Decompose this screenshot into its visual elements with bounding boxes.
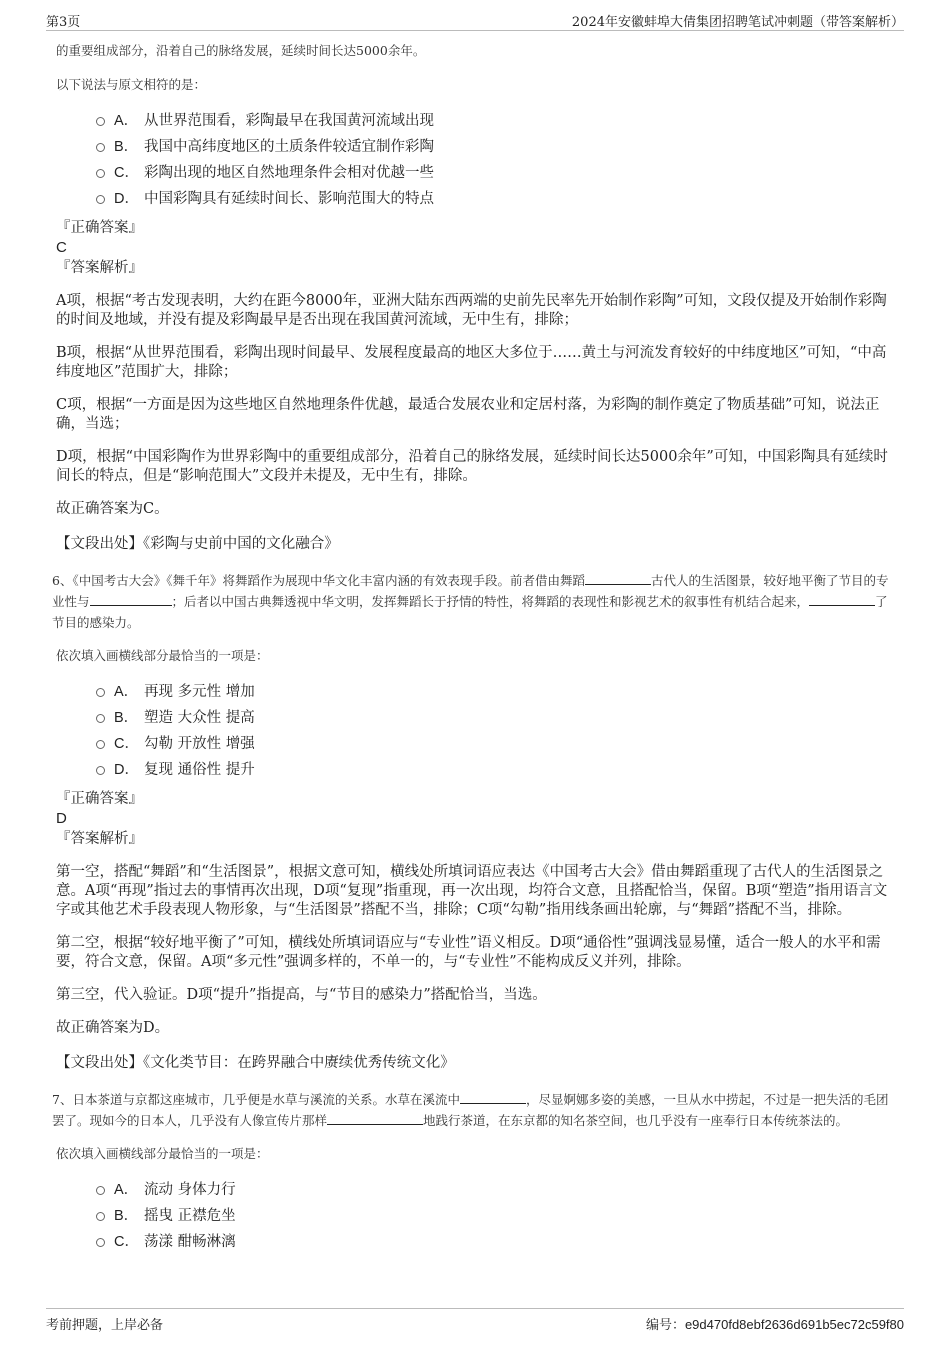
radio-icon[interactable] (96, 1186, 105, 1195)
q7-stem: 7、日本茶道与京都这座城市，几乎便是水草与溪流的关系。水草在溪流中 ，尽显婀娜多姿的美感，一旦从水中捞起，不过是一把失活的毛团罢了。现如今的日本人，几乎没有人像宣传片那样 地践行茶道，在东京都的知名茶空间，也几乎没有一座奉行日本传统茶法的。 (52, 1092, 889, 1128)
q7-prompt: 依次填入画横线部分最恰当的一项是： (56, 1146, 269, 1161)
q5-analysis-d: D项，根据“中国彩陶作为世界彩陶中的重要组成部分，沿着自己的脉络发展，延续时间长达5000余年”可知，中国彩陶具有延续时间长的特点，但是“影响范围大”文段并未提及，无中生有，排除。 (56, 449, 888, 484)
blank-line[interactable] (327, 1111, 423, 1125)
radio-icon[interactable] (96, 1238, 105, 1247)
q6-analysis-blank2: 第二空，根据“较好地平衡了”可知，横线处所填词语应与“专业性”语义相反。D项“通俗性”强调浅显易懂，适合一般人的水平和需要，符合文意，保留。A项“多元性”强调多样的，不单一的，与“专业性”不能构成反义并列，排除。 (56, 935, 881, 970)
q6-source: 【文段出处】《文化类节目：在跨界融合中赓续优秀传统文化》 (56, 1055, 455, 1071)
radio-icon[interactable] (96, 688, 105, 697)
q5-analysis-label: 『答案解析』 (56, 260, 143, 276)
document-code: 编号：e9d470fd8ebf2636d691b5ec72c59f80 (645, 1317, 904, 1333)
q5-analysis-c: C项，根据“一方面是因为这些地区自然地理条件优越，最适合发展农业和定居村落，为彩陶的制作奠定了物质基础”可知，说法正确，当选； (56, 397, 880, 432)
q5-conclusion: 故正确答案为C。 (56, 501, 169, 517)
q7-option-a[interactable]: A． 流动 身体力行 (96, 1177, 894, 1203)
page-content (52, 40, 894, 1261)
radio-icon[interactable] (96, 195, 105, 204)
document-title: 2024年安徽蚌埠大倩集团招聘笔试冲刺题（带答案解析） (571, 15, 904, 30)
q5-option-d[interactable]: D． 中国彩陶具有延续时间长、影响范围大的特点 (96, 186, 894, 212)
q5-prompt: 以下说法与原文相符的是： (56, 77, 207, 92)
q6-analysis-label: 『答案解析』 (56, 831, 143, 847)
blank-line[interactable] (585, 571, 651, 585)
radio-icon[interactable] (96, 766, 105, 775)
q6-options (96, 679, 894, 783)
q6-option-c[interactable]: C． 勾勒 开放性 增强 (96, 731, 894, 757)
radio-icon[interactable] (96, 1212, 105, 1221)
q5-analysis-a: A项，根据“考古发现表明，大约在距今8000年，亚洲大陆东西两端的史前先民率先开始制作彩陶”可知，文段仅提及开始制作彩陶的时间及地域，并没有提及彩陶最早是否出现在我国黄河流域，无中生有，排除； (56, 293, 887, 328)
q6-answer: D (56, 810, 67, 827)
q5-options (96, 108, 894, 212)
radio-icon[interactable] (96, 117, 105, 126)
page-number: 第3页 (46, 15, 81, 30)
q6-answer-label: 『正确答案』 (56, 791, 143, 807)
q6-stem: 6、《中国考古大会》《舞千年》将舞蹈作为展现中华文化丰富内涵的有效表现手段。前者借由舞蹈 古代人的生活图景，较好地平衡了节目的专业性与 ；后者以中国古典舞透视中华文明，发挥舞蹈长于抒情的特性，将舞蹈的表现性和影视艺术的叙事性有机结合起来， 了节目的感染力。 (52, 573, 889, 630)
radio-icon[interactable] (96, 143, 105, 152)
page-header (46, 8, 904, 31)
q7-options (96, 1177, 894, 1255)
blank-line[interactable] (90, 592, 172, 606)
footer-slogan: 考前押题，上岸必备 (46, 1318, 164, 1333)
radio-icon[interactable] (96, 714, 105, 723)
radio-icon[interactable] (96, 169, 105, 178)
q7-option-b[interactable]: B． 摇曳 正襟危坐 (96, 1203, 894, 1229)
blank-line[interactable] (809, 592, 875, 606)
q5-analysis-b: B项，根据“从世界范围看，彩陶出现时间最早、发展程度最高的地区大多位于……黄土与河流发育较好的中纬度地区”可知，“中高纬度地区”范围扩大，排除； (56, 345, 887, 380)
q7-option-c[interactable]: C． 荡漾 酣畅淋漓 (96, 1229, 894, 1255)
q6-option-a[interactable]: A． 再现 多元性 增加 (96, 679, 894, 705)
q5-option-a[interactable]: A． 从世界范围看，彩陶最早在我国黄河流域出现 (96, 108, 894, 134)
blank-line[interactable] (460, 1090, 526, 1104)
q6-conclusion: 故正确答案为D。 (56, 1020, 170, 1036)
q5-passage-end: 的重要组成部分，沿着自己的脉络发展，延续时间长达5000余年。 (56, 43, 426, 58)
q6-prompt: 依次填入画横线部分最恰当的一项是： (56, 648, 269, 663)
page-footer (46, 1308, 904, 1333)
q5-answer: C (56, 239, 67, 256)
q6-option-b[interactable]: B． 塑造 大众性 提高 (96, 705, 894, 731)
q5-source: 【文段出处】《彩陶与史前中国的文化融合》 (56, 536, 339, 552)
q6-analysis-blank3: 第三空，代入验证。D项“提升”指提高，与“节目的感染力”搭配恰当，当选。 (56, 987, 547, 1003)
q5-option-b[interactable]: B． 我国中高纬度地区的土质条件较适宜制作彩陶 (96, 134, 894, 160)
q6-analysis-blank1: 第一空，搭配“舞蹈”和“生活图景”，根据文意可知，横线处所填词语应表达《中国考古大会》借由舞蹈重现了古代人的生活图景之意。A项“再现”指过去的事情再次出现，D项“复现”指重现，再一次出现，均符合文意，且搭配恰当，保留。B项“塑造”指用语言文字或其他艺术手段表现人物形象，与“生活图景”搭配不当，排除；C项“勾勒”指用线条画出轮廓，与“舞蹈”搭配不当，排除。 (56, 864, 888, 918)
q5-option-c[interactable]: C． 彩陶出现的地区自然地理条件会相对优越一些 (96, 160, 894, 186)
radio-icon[interactable] (96, 740, 105, 749)
q5-answer-label: 『正确答案』 (56, 220, 143, 236)
q6-option-d[interactable]: D． 复现 通俗性 提升 (96, 757, 894, 783)
